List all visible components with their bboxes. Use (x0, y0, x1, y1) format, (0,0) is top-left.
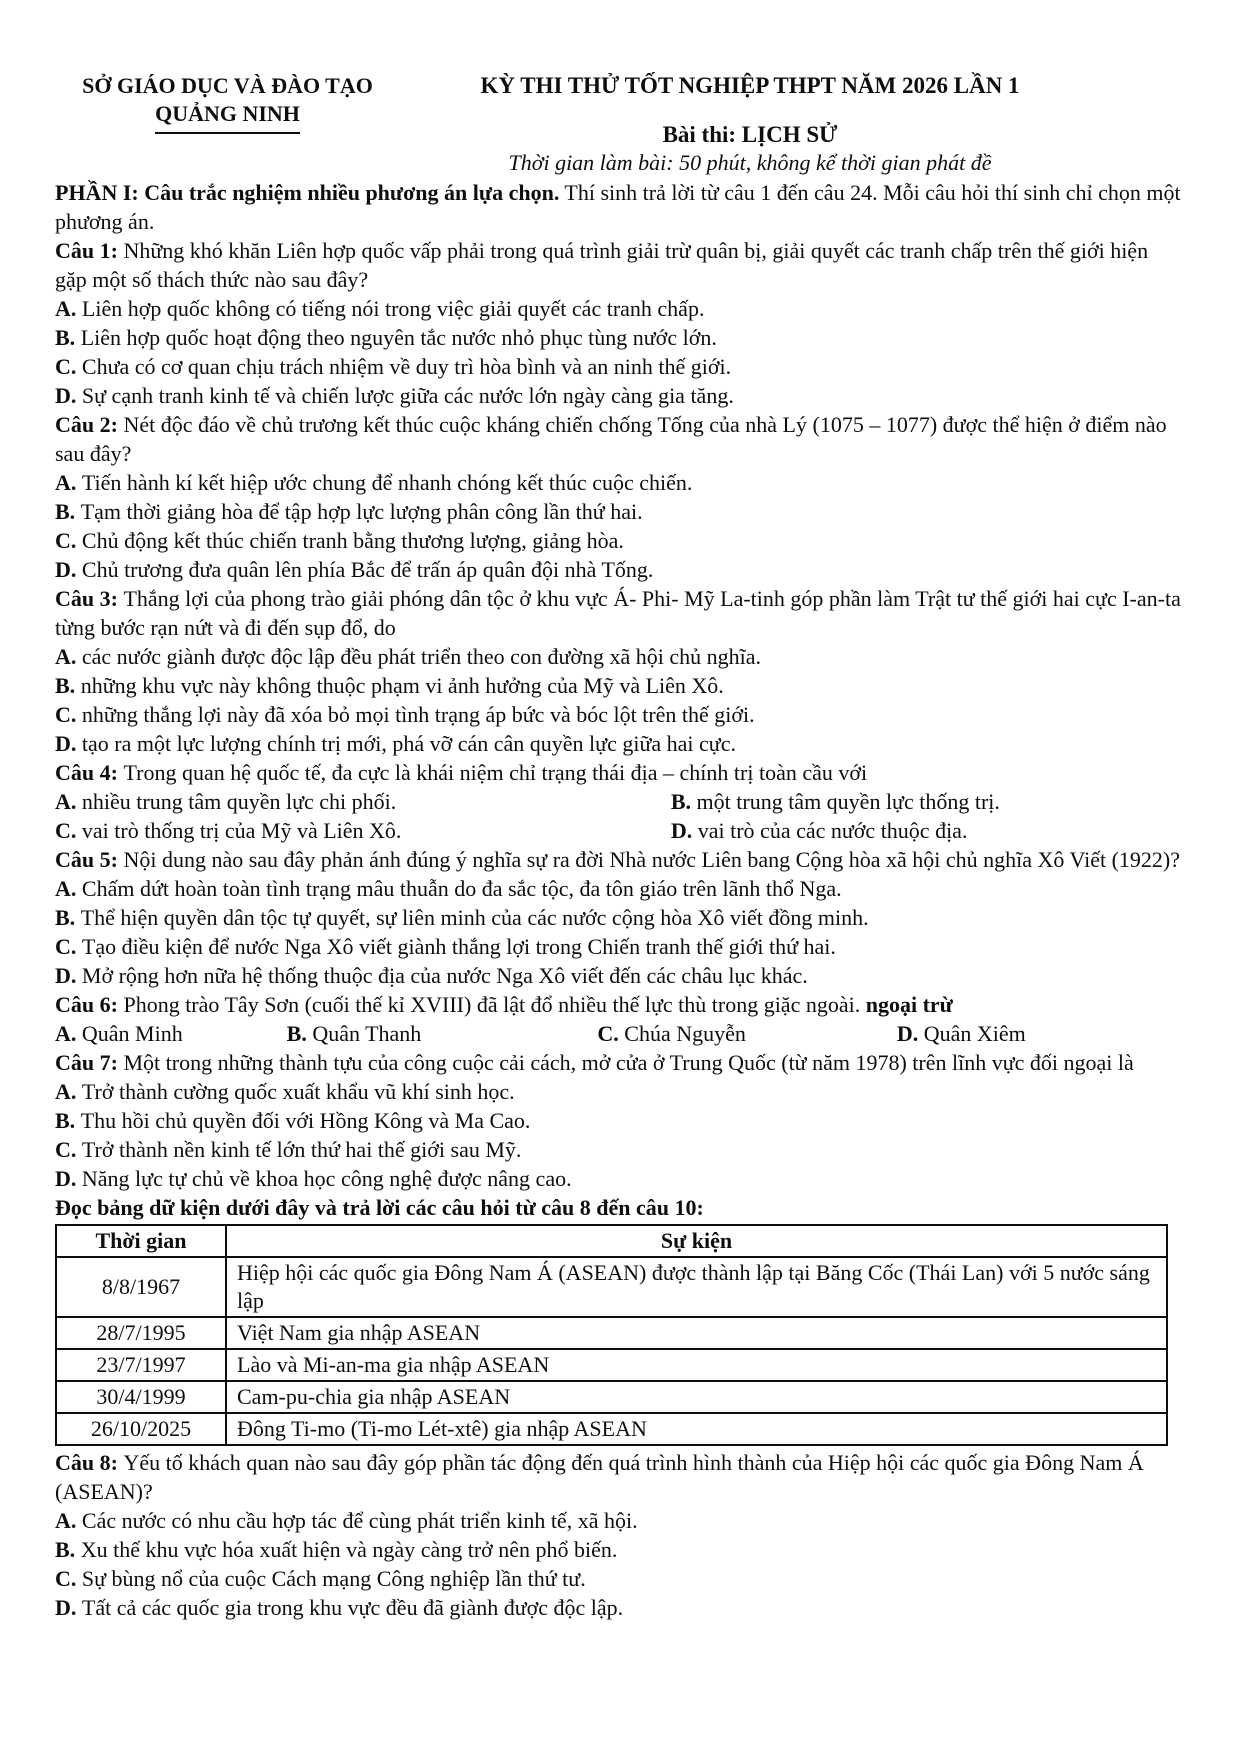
option-key: A. (55, 789, 82, 814)
question-6-option-d: D. Quân Xiêm (896, 1021, 1026, 1046)
question-8-label: Câu 8: (55, 1450, 124, 1475)
question-8-option-b: B. Xu thế khu vực hóa xuất hiện và ngày càng trở nên phổ biến. (55, 1537, 618, 1562)
question-6-option-a: A. Quân Minh (55, 1021, 183, 1046)
question-2-options (55, 468, 1185, 584)
question-7-option-d: D. Năng lực tự chủ về khoa học công nghệ được nâng cao. (55, 1166, 572, 1191)
events-table-row-1 (56, 1257, 1167, 1317)
table-intro: Đọc bảng dữ kiện dưới đây và trả lời các câu hỏi từ câu 8 đến câu 10: (55, 1195, 704, 1220)
question-3-options (55, 642, 1185, 758)
events-table-row-2 (56, 1317, 1167, 1349)
question-4-label: Câu 4: (55, 760, 124, 785)
event-description: Đông Ti-mo (Ti-mo Lét-xtê) gia nhập ASEAN (226, 1413, 1167, 1445)
events-table-header-time: Thời gian (56, 1225, 226, 1257)
option-key: B. (55, 1108, 81, 1133)
issuer-line1: SỞ GIÁO DỤC VÀ ĐÀO TẠO (82, 73, 373, 98)
question-4-text: Câu 4: Trong quan hệ quốc tế, đa cực là khái niệm chỉ trạng thái địa – chính trị toàn cầu với (55, 760, 868, 785)
events-table-header-row (56, 1225, 1167, 1257)
events-table-row-4 (56, 1381, 1167, 1413)
question-7-option-b: B. Thu hồi chủ quyền đối với Hồng Kông và Ma Cao. (55, 1108, 531, 1133)
question-3-text: Câu 3: Thắng lợi của phong trào giải phóng dân tộc ở khu vực Á- Phi- Mỹ La-tinh góp phần làm Trật tư thế giới hai cực I-an-ta từng bước rạn nứt và đi đến sụp đổ, do (55, 586, 1181, 640)
question-7-option-a: A. Trở thành cường quốc xuất khẩu vũ khí sinh học. (55, 1079, 515, 1104)
question-7-options (55, 1077, 1185, 1193)
question-3 (55, 584, 1185, 758)
questions-section-1 (55, 236, 1185, 1193)
question-2-option-a: A. Tiến hành kí kết hiệp ước chung để nhanh chóng kết thúc cuộc chiến. (55, 470, 693, 495)
event-time: 8/8/1967 (56, 1257, 226, 1317)
issuer-block (55, 72, 400, 134)
part1-heading-bold: PHẦN I: Câu trắc nghiệm nhiều phương án lựa chọn. (55, 180, 560, 205)
question-6-bold-suffix: ngoại trừ (865, 992, 953, 1017)
question-4-option-b: B. một trung tâm quyền lực thống trị. (670, 789, 1000, 814)
events-table-row-3 (56, 1349, 1167, 1381)
option-key: D. (55, 1166, 82, 1191)
question-5-options (55, 874, 1185, 990)
events-table-row-5 (56, 1413, 1167, 1445)
option-key: A. (55, 1021, 82, 1046)
event-description: Lào và Mi-an-ma gia nhập ASEAN (226, 1349, 1167, 1381)
question-2-option-c: C. Chủ động kết thúc chiến tranh bằng thương lượng, giảng hòa. (55, 528, 624, 553)
option-key: D. (55, 963, 82, 988)
exam-title-block (400, 72, 1100, 176)
option-key: B. (55, 499, 81, 524)
question-5-option-b: B. Thể hiện quyền dân tộc tự quyết, sự liên minh của các nước cộng hòa Xô viết đồng minh. (55, 905, 869, 930)
event-time: 26/10/2025 (56, 1413, 226, 1445)
event-time: 23/7/1997 (56, 1349, 226, 1381)
question-3-label: Câu 3: (55, 586, 124, 611)
question-5-label: Câu 5: (55, 847, 124, 872)
option-key: D. (670, 818, 698, 843)
question-6-option-c: C. Chúa Nguyễn (597, 1021, 746, 1046)
questions-section-2 (55, 1448, 1185, 1622)
question-7 (55, 1048, 1185, 1193)
question-7-text: Câu 7: Một trong những thành tựu của công cuộc cải cách, mở cửa ở Trung Quốc (từ năm 1978) trên lĩnh vực đối ngoại là (55, 1050, 1134, 1075)
option-key: C. (55, 528, 82, 553)
option-key: D. (55, 1595, 82, 1620)
option-key: B. (55, 905, 81, 930)
question-1 (55, 236, 1185, 410)
option-key: B. (55, 325, 81, 350)
option-key: D. (55, 383, 82, 408)
event-time: 30/4/1999 (56, 1381, 226, 1413)
option-key: B. (55, 1537, 81, 1562)
exam-header (55, 72, 1185, 176)
question-8-option-a: A. Các nước có nhu cầu hợp tác để cùng phát triển kinh tế, xã hội. (55, 1508, 638, 1533)
question-5 (55, 845, 1185, 990)
question-1-options (55, 294, 1185, 410)
question-5-option-a: A. Chấm dứt hoàn toàn tình trạng mâu thuẫn do đa sắc tộc, đa tôn giáo trên lãnh thổ Nga. (55, 876, 842, 901)
exam-subject: Bài thi: LỊCH SỬ (662, 122, 838, 147)
events-table (55, 1224, 1168, 1446)
part1-heading-rest: Thí sinh trả lời từ câu 1 đến câu 24. Mỗi câu hỏi thí sinh chỉ chọn một phương án. (55, 180, 1181, 234)
question-6-text: Câu 6: Phong trào Tây Sơn (cuối thế kỉ XVIII) đã lật đổ nhiều thế lực thù trong giặc ngoài. ngoại trừ (55, 992, 953, 1017)
question-8-text: Câu 8: Yếu tố khách quan nào sau đây góp phần tác động đến quá trình hình thành của Hiệp hội các quốc gia Đông Nam Á (ASEAN)? (55, 1450, 1144, 1504)
question-8-option-c: C. Sự bùng nổ của cuộc Cách mạng Công nghiệp lần thứ tư. (55, 1566, 586, 1591)
option-key: A. (55, 1508, 82, 1533)
option-key: C. (55, 702, 82, 727)
option-key: B. (670, 789, 697, 814)
question-2-text: Câu 2: Nét độc đáo về chủ trương kết thúc cuộc kháng chiến chống Tống của nhà Lý (1075 – 1077) được thể hiện ở điểm nào sau đây? (55, 412, 1167, 466)
event-description: Hiệp hội các quốc gia Đông Nam Á (ASEAN) được thành lập tại Băng Cốc (Thái Lan) với 5 nước sáng lập (226, 1257, 1167, 1317)
option-key: A. (55, 296, 82, 321)
event-description: Việt Nam gia nhập ASEAN (226, 1317, 1167, 1349)
question-8-options (55, 1506, 1185, 1622)
option-key: C. (55, 1566, 82, 1591)
question-8-option-d: D. Tất cả các quốc gia trong khu vực đều đã giành được độc lập. (55, 1595, 624, 1620)
question-3-option-c: C. những thắng lợi này đã xóa bỏ mọi tình trạng áp bức và bóc lột trên thế giới. (55, 702, 755, 727)
option-key: A. (55, 470, 82, 495)
option-key: A. (55, 876, 82, 901)
option-key: C. (55, 934, 82, 959)
option-key: D. (55, 731, 82, 756)
question-6-options (55, 1019, 1185, 1048)
question-1-option-b: B. Liên hợp quốc hoạt động theo nguyên tắc nước nhỏ phục tùng nước lớn. (55, 325, 717, 350)
question-4-option-c: C. vai trò thống trị của Mỹ và Liên Xô. (55, 818, 402, 843)
exam-duration-note: Thời gian làm bài: 50 phút, không kể thời gian phát đề (508, 150, 992, 175)
option-key: D. (896, 1021, 924, 1046)
question-1-option-c: C. Chưa có cơ quan chịu trách nhiệm về duy trì hòa bình và an ninh thế giới. (55, 354, 732, 379)
question-3-option-d: D. tạo ra một lực lượng chính trị mới, phá vỡ cán cân quyền lực giữa hai cực. (55, 731, 736, 756)
question-4 (55, 758, 1185, 845)
exam-title: KỲ THI THỬ TỐT NGHIỆP THPT NĂM 2026 LẦN 1 (480, 73, 1020, 98)
question-4-option-d: D. vai trò của các nước thuộc địa. (670, 818, 968, 843)
issuer-province: QUẢNG NINH (155, 100, 300, 134)
question-1-label: Câu 1: (55, 238, 124, 263)
question-3-option-a: A. các nước giành được độc lập đều phát triển theo con đường xã hội chủ nghĩa. (55, 644, 762, 669)
question-5-option-c: C. Tạo điều kiện để nước Nga Xô viết giành thắng lợi trong Chiến tranh thế giới thứ hai. (55, 934, 836, 959)
question-6 (55, 990, 1185, 1048)
option-key: C. (55, 354, 82, 379)
question-2-label: Câu 2: (55, 412, 124, 437)
question-8 (55, 1448, 1185, 1622)
question-1-text: Câu 1: Những khó khăn Liên hợp quốc vấp phải trong quá trình giải trừ quân bị, giải quyết các tranh chấp trên thế giới hiện gặp một số thách thức nào sau đây? (55, 238, 1149, 292)
question-5-text: Câu 5: Nội dung nào sau đây phản ánh đúng ý nghĩa sự ra đời Nhà nước Liên bang Cộng hòa xã hội chủ nghĩa Xô Viết (1922)? (55, 847, 1181, 872)
question-5-option-d: D. Mở rộng hơn nữa hệ thống thuộc địa của nước Nga Xô viết đến các châu lục khác. (55, 963, 808, 988)
event-time: 28/7/1995 (56, 1317, 226, 1349)
question-2 (55, 410, 1185, 584)
option-key: B. (286, 1021, 313, 1046)
part1-heading (55, 178, 1185, 236)
question-6-option-b: B. Quân Thanh (286, 1021, 422, 1046)
option-key: C. (55, 1137, 82, 1162)
option-key: A. (55, 644, 82, 669)
option-key: C. (597, 1021, 625, 1046)
question-7-label: Câu 7: (55, 1050, 124, 1075)
events-table-header-event: Sự kiện (226, 1225, 1167, 1257)
question-1-option-a: A. Liên hợp quốc không có tiếng nói trong việc giải quyết các tranh chấp. (55, 296, 705, 321)
question-6-label: Câu 6: (55, 992, 124, 1017)
question-3-option-b: B. những khu vực này không thuộc phạm vi ảnh hưởng của Mỹ và Liên Xô. (55, 673, 724, 698)
issuer-line2 (55, 100, 400, 134)
option-key: A. (55, 1079, 82, 1104)
question-2-option-b: B. Tạm thời giảng hòa để tập hợp lực lượng phân công lần thứ hai. (55, 499, 643, 524)
event-description: Cam-pu-chia gia nhập ASEAN (226, 1381, 1167, 1413)
option-key: C. (55, 818, 82, 843)
question-4-option-a: A. nhiều trung tâm quyền lực chi phối. (55, 789, 397, 814)
question-1-option-d: D. Sự cạnh tranh kinh tế và chiến lược giữa các nước lớn ngày càng gia tăng. (55, 383, 734, 408)
question-7-option-c: C. Trở thành nền kinh tế lớn thứ hai thế giới sau Mỹ. (55, 1137, 522, 1162)
option-key: B. (55, 673, 81, 698)
question-4-options (55, 787, 1185, 845)
option-key: D. (55, 557, 82, 582)
question-2-option-d: D. Chủ trương đưa quân lên phía Bắc để trấn áp quân đội nhà Tống. (55, 557, 654, 582)
